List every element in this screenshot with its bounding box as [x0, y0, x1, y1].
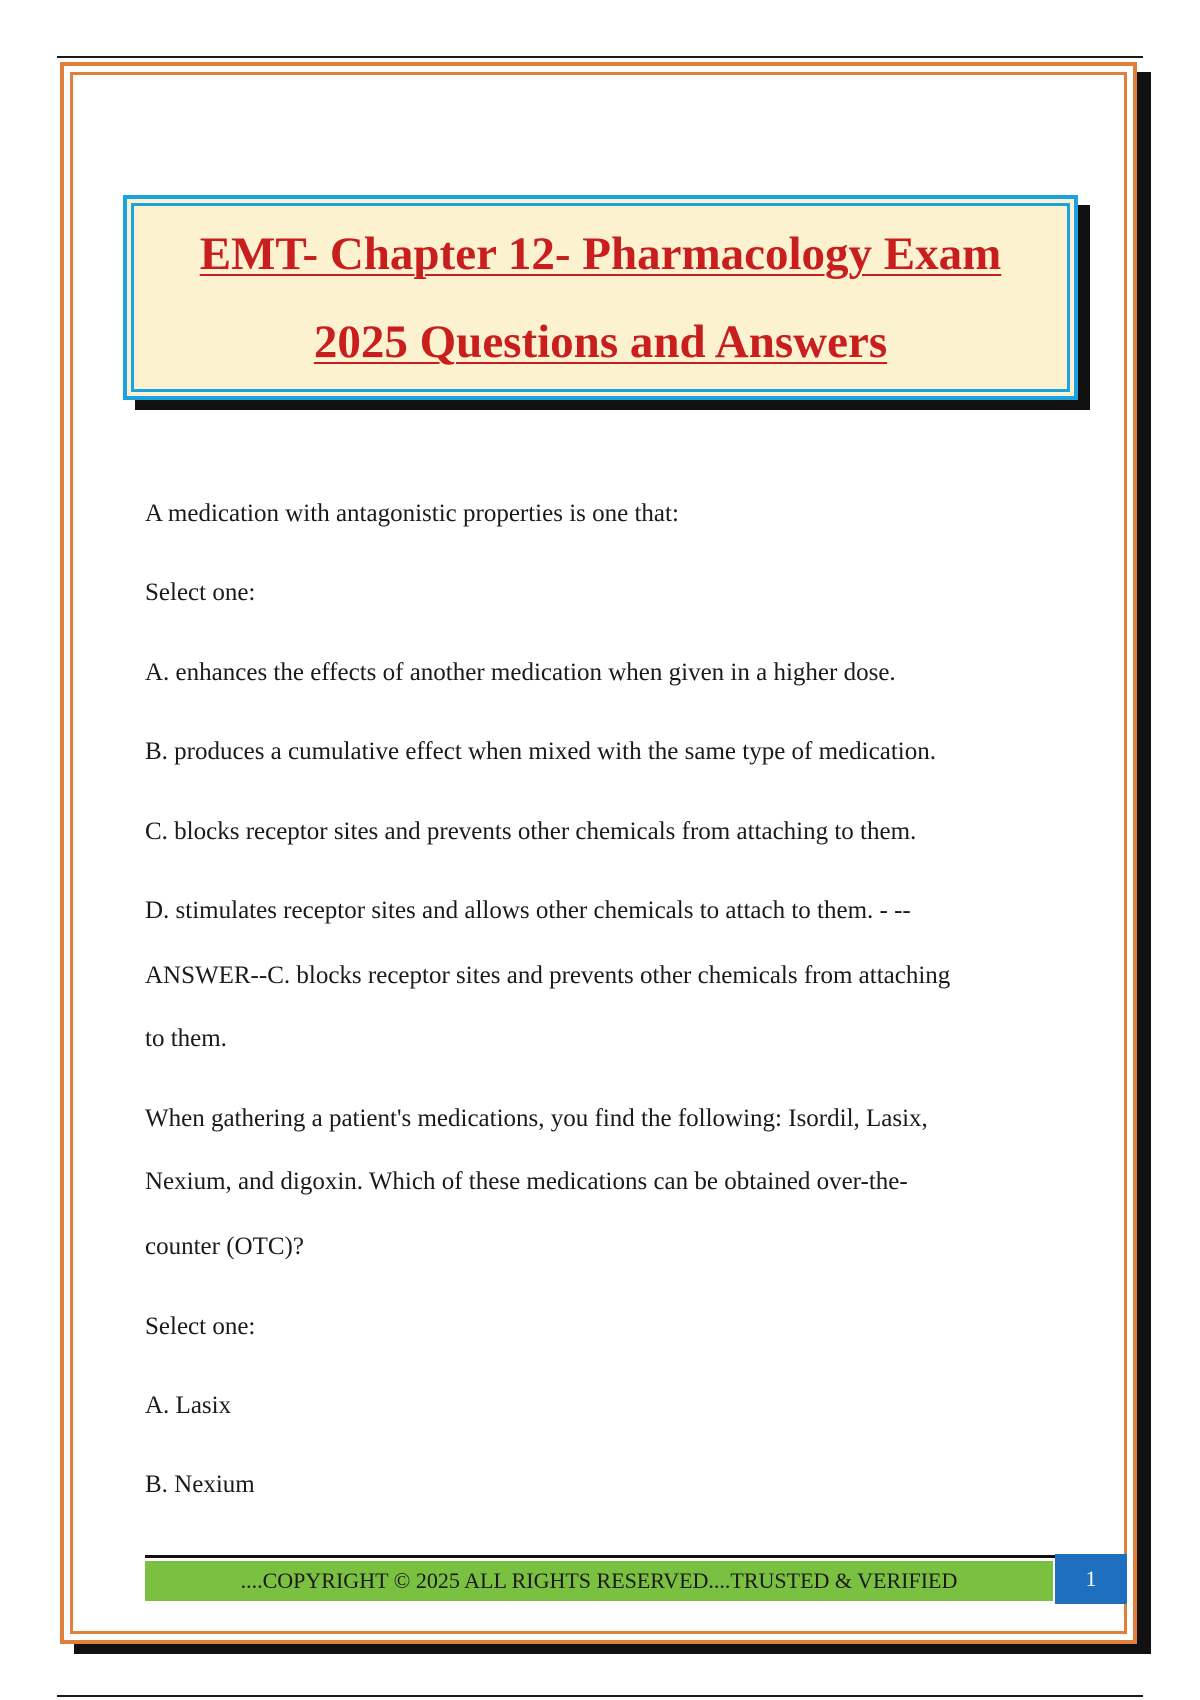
question-2-option-b: B. Nexium — [145, 1471, 255, 1498]
question-2-stem-cont: Nexium, and digoxin. Which of these medications can be obtained over-the- — [145, 1168, 908, 1195]
page-number: 1 — [1085, 1566, 1097, 1591]
question-1-instruction: Select one: — [145, 579, 256, 606]
question-2-stem: When gathering a patient's medications, you find the following: Isordil, Lasix, — [145, 1105, 928, 1132]
question-1-option-c: C. blocks receptor sites and prevents other chemicals from attaching to them. — [145, 818, 917, 845]
question-1-option-b: B. produces a cumulative effect when mixed with the same type of medication. — [145, 738, 936, 765]
document-title-line-2: 2025 Questions and Answers — [313, 315, 888, 368]
question-2-option-a: A. Lasix — [145, 1392, 232, 1419]
footer-rule — [145, 1555, 1055, 1558]
copyright-text: ....COPYRIGHT © 2025 ALL RIGHTS RESERVED....TRUSTED & VERIFIED — [240, 1568, 958, 1593]
top-rule — [57, 56, 1143, 58]
question-1-option-d: D. stimulates receptor sites and allows other chemicals to attach to them. - -- — [145, 897, 911, 924]
bottom-rule — [57, 1695, 1143, 1697]
copyright-footer — [145, 1561, 1053, 1601]
question-1-stem: A medication with antagonistic properties is one that: — [145, 500, 679, 527]
title-box — [123, 195, 1078, 400]
page-number-badge — [1055, 1554, 1127, 1604]
document-title-line-1: EMT- Chapter 12- Pharmacology Exam — [199, 227, 1002, 280]
question-2-instruction: Select one: — [145, 1313, 256, 1340]
question-1-answer: ANSWER--C. blocks receptor sites and prevents other chemicals from attaching — [145, 962, 951, 989]
question-1-option-a: A. enhances the effects of another medication when given in a higher dose. — [145, 659, 896, 686]
question-2-stem-cont-2: counter (OTC)? — [145, 1233, 304, 1260]
question-1-answer-cont: to them. — [145, 1025, 227, 1052]
